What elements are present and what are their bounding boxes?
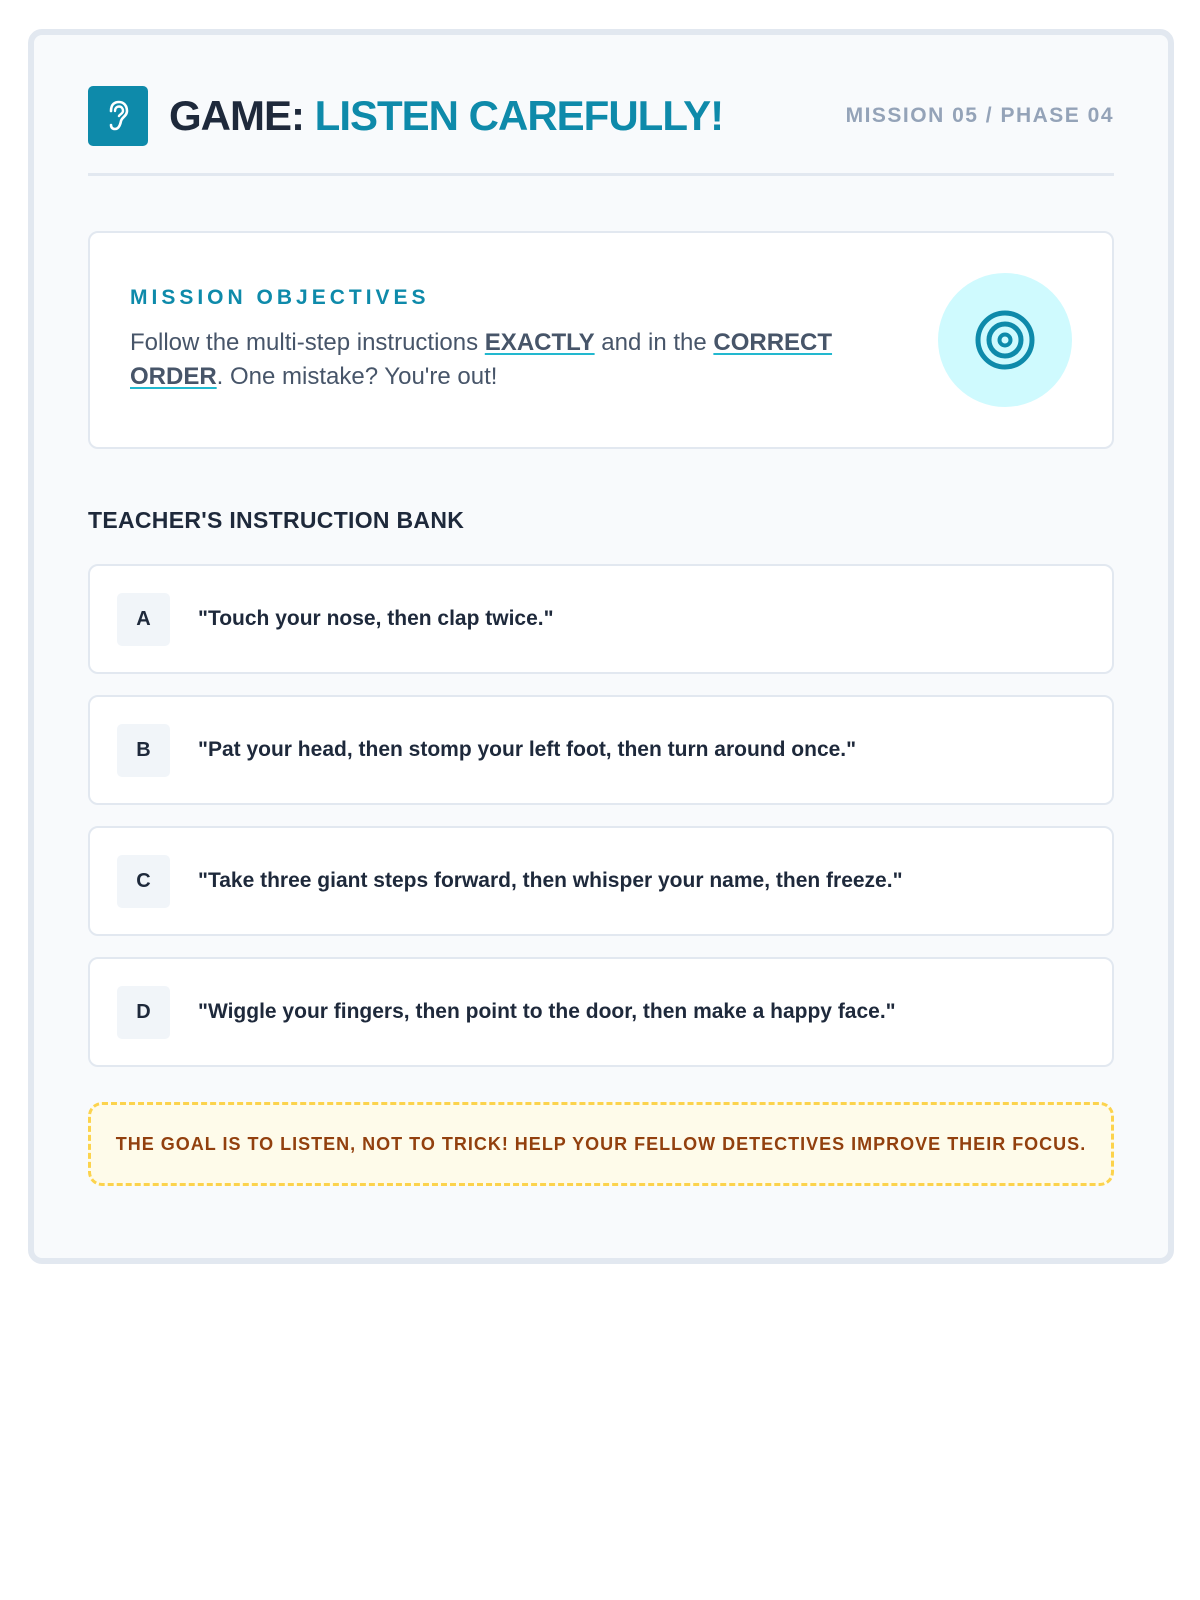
game-card — [28, 29, 1174, 1264]
instruction-item-d[interactable] — [88, 957, 1114, 1067]
ear-icon — [88, 86, 148, 146]
instruction-letter: A — [117, 593, 170, 646]
instruction-letter: C — [117, 855, 170, 908]
target-icon-badge — [938, 273, 1072, 407]
instruction-bank-title: TEACHER'S INSTRUCTION BANK — [88, 507, 465, 533]
title-accent: LISTEN CAREFULLY! — [314, 92, 724, 139]
objectives-text-part: . One mistake? You're out! — [216, 363, 498, 390]
header-title-group — [88, 86, 723, 146]
instruction-item-c[interactable] — [88, 826, 1114, 936]
objectives-emphasis-correct-order: CORRECT ORDER — [130, 329, 833, 390]
objectives-text-part: Follow the multi-step instructions — [130, 329, 485, 356]
instruction-letter: D — [117, 986, 170, 1039]
instruction-text: "Pat your head, then stomp your left foot, then turn around once." — [198, 738, 857, 761]
instruction-item-b[interactable] — [88, 695, 1114, 805]
instruction-text: "Wiggle your fingers, then point to the door, then make a happy face." — [198, 1000, 896, 1023]
title-prefix: GAME: — [169, 92, 304, 139]
objectives-label: MISSION OBJECTIVES — [130, 286, 430, 309]
instruction-text: "Touch your nose, then clap twice." — [198, 607, 554, 630]
objectives-text-part: and in the — [594, 329, 714, 356]
objectives-emphasis-exactly: EXACTLY — [484, 329, 595, 356]
instruction-item-a[interactable] — [88, 564, 1114, 674]
objectives-content — [130, 286, 860, 394]
objectives-text — [130, 326, 860, 394]
instruction-text: "Take three giant steps forward, then whisper your name, then freeze." — [198, 869, 903, 892]
instruction-letter: B — [117, 724, 170, 777]
goal-note: THE GOAL IS TO LISTEN, NOT TO TRICK! HELP YOUR FELLOW DETECTIVES IMPROVE THEIR FOCUS. — [88, 1102, 1114, 1186]
target-icon — [974, 309, 1036, 371]
mission-code: MISSION 05 / PHASE 04 — [845, 104, 1114, 127]
page-title — [169, 92, 723, 140]
mission-objectives-card — [88, 231, 1114, 449]
page-header — [88, 86, 1114, 176]
instruction-list — [88, 564, 1114, 1067]
